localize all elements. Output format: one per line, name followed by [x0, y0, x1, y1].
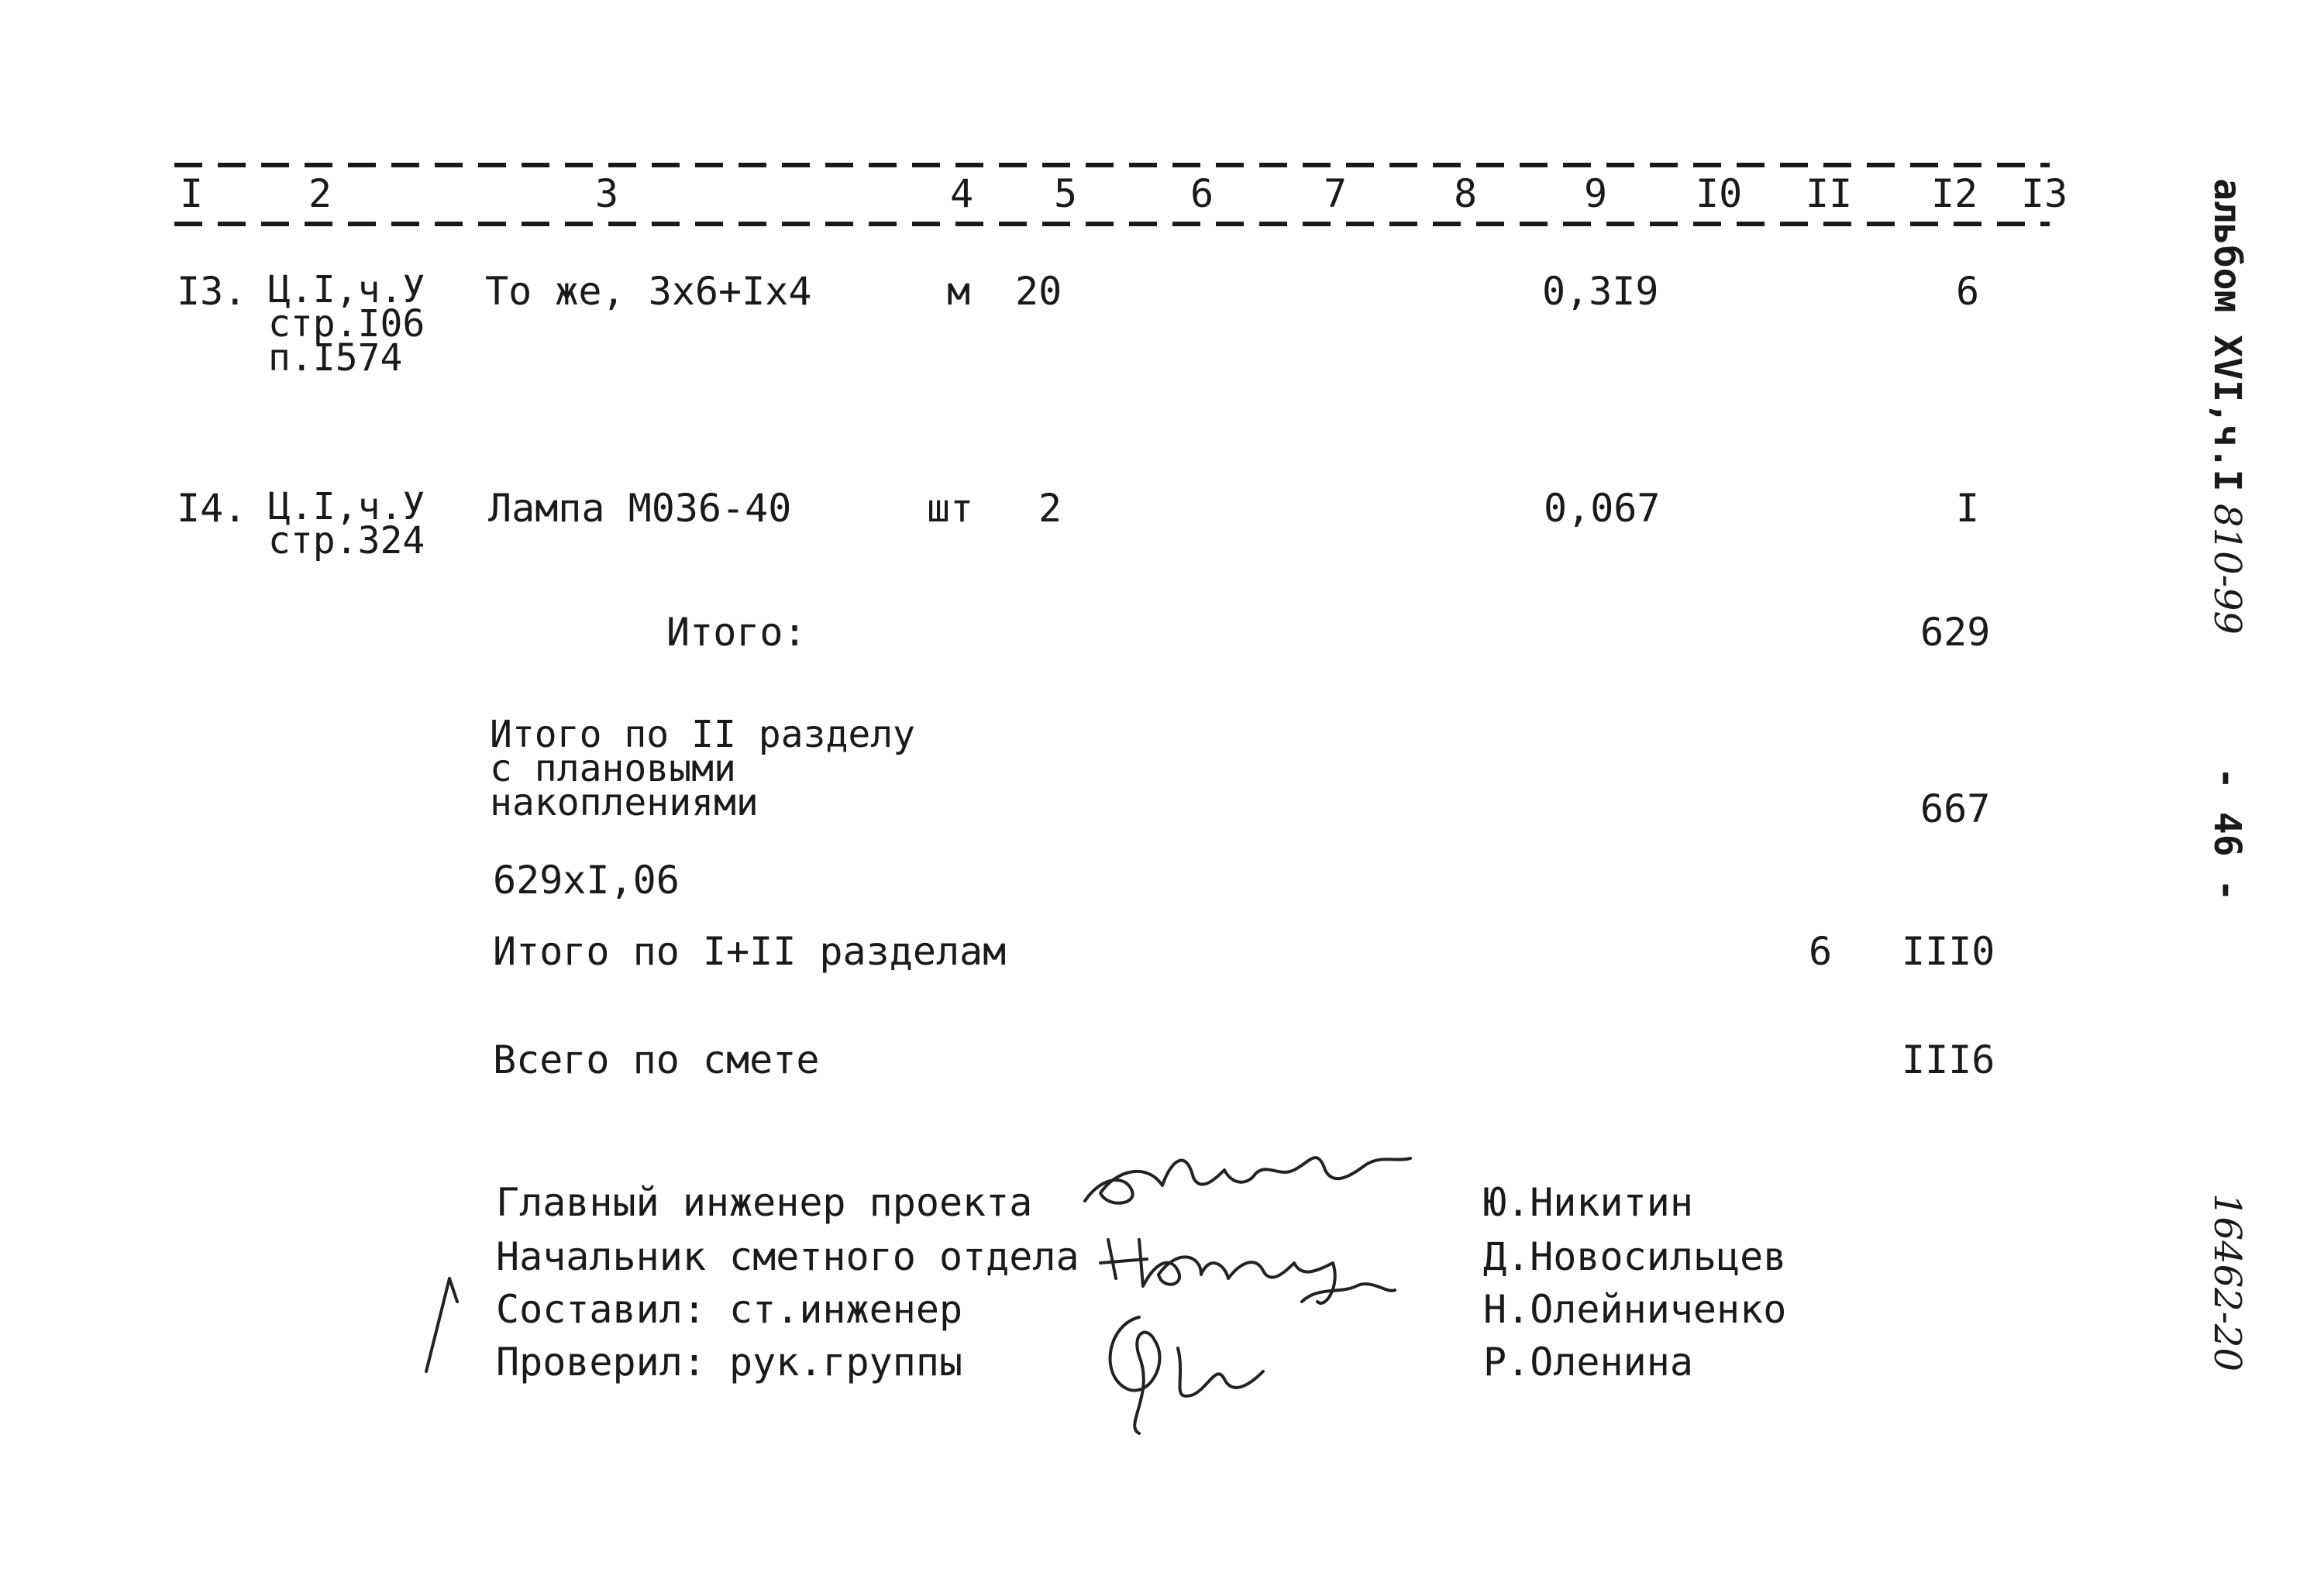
item-name: То же, 3х6+Iх4	[485, 269, 812, 314]
signature-name: Н.Олейниченко	[1483, 1287, 1787, 1332]
column-header-11: II	[1806, 171, 1853, 216]
header-bottom-rule	[174, 222, 2050, 226]
signature-name: Ю.Никитин	[1483, 1180, 1693, 1225]
pen-mark	[418, 1271, 465, 1379]
album-label: альбом XVI,ч.I	[2205, 178, 2249, 492]
signature-role: Составил: ст.инженер	[496, 1287, 963, 1332]
section2-calc: 629хI,06	[493, 858, 680, 903]
price-reference: Ц.I,ч.У стр.324	[268, 485, 425, 563]
page-number: - 46 -	[2205, 767, 2249, 902]
price-reference: Ц.I,ч.У стр.I06 п.I574	[268, 268, 425, 380]
column-header-2: 2	[308, 171, 332, 216]
row-number: I4.	[177, 486, 247, 531]
total-label: Всего по смете	[493, 1037, 820, 1082]
item-name: Лампа М036-40	[488, 486, 792, 531]
signature-role: Главный инженер проекта	[496, 1180, 1033, 1225]
column-header-9: 9	[1584, 171, 1608, 216]
section2-value: 667	[1920, 786, 1991, 831]
column-header-5: 5	[1054, 171, 1078, 216]
item-unit: м	[947, 269, 971, 314]
item-quantity: 2	[1038, 486, 1062, 531]
itogo-label: Итого:	[666, 610, 807, 655]
item-col12: 6	[1956, 269, 1980, 314]
inventory-number: 16462-20	[2205, 1193, 2249, 1371]
item-quantity: 20	[1015, 269, 1062, 314]
item-col12: I	[1956, 486, 1980, 531]
sections12-label: Итого по I+II разделам	[493, 929, 1007, 974]
signature-name: Д.Новосильцев	[1483, 1234, 1787, 1279]
column-header-13: I3	[2021, 171, 2068, 216]
signature-name: Р.Оленина	[1483, 1340, 1693, 1385]
column-header-3: 3	[595, 171, 619, 216]
sections12-col11: 6	[1809, 929, 1833, 974]
itogo-value: 629	[1920, 610, 1991, 655]
signature-role: Начальник сметного отдела	[496, 1234, 1079, 1279]
column-header-4: 4	[950, 171, 974, 216]
signature-role: Проверил: рук.группы	[496, 1340, 963, 1385]
project-code: 810-99	[2205, 504, 2249, 635]
column-header-12: I2	[1931, 171, 1978, 216]
total-value: III6	[1902, 1037, 1995, 1082]
item-col9: 0,067	[1544, 486, 1661, 531]
column-header-7: 7	[1324, 171, 1348, 216]
column-header-1: I	[180, 171, 204, 216]
row-number: I3.	[177, 269, 247, 314]
column-header-6: 6	[1190, 171, 1214, 216]
column-header-10: I0	[1696, 171, 1743, 216]
item-col9: 0,3I9	[1542, 269, 1659, 314]
sections12-value: III0	[1902, 929, 1995, 974]
column-header-8: 8	[1454, 171, 1478, 216]
section2-label: Итого по II разделу с плановыми накоплениями	[490, 713, 916, 824]
item-unit: шт	[927, 486, 974, 531]
handwritten-signature-3	[1093, 1302, 1294, 1441]
handwritten-signature-1	[1069, 1131, 1426, 1224]
header-top-rule	[174, 163, 2050, 167]
